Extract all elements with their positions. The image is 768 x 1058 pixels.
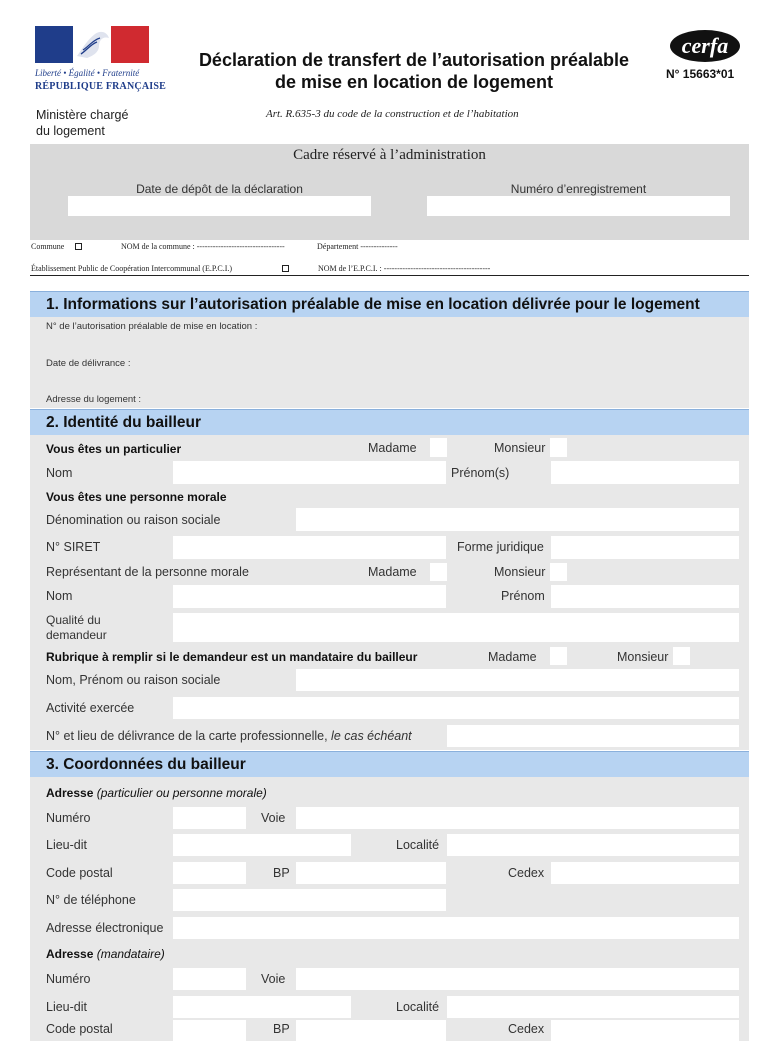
- agent-numero-input[interactable]: [173, 968, 246, 990]
- individual-monsieur-label: Monsieur: [494, 441, 546, 455]
- legal-form-label: Forme juridique: [457, 540, 544, 554]
- individual-nom-label: Nom: [46, 466, 73, 480]
- agent-voie-label: Voie: [261, 972, 286, 986]
- section2-title: 2. Identité du bailleur: [46, 414, 202, 431]
- voie-label: Voie: [261, 811, 286, 825]
- agent-numero-label: Numéro: [46, 972, 91, 986]
- ministry-line1: Ministère chargé: [36, 108, 129, 122]
- localite-input[interactable]: [447, 834, 739, 856]
- agent-name-input[interactable]: [296, 669, 739, 691]
- individual-prenoms-label: Prénom(s): [451, 466, 510, 480]
- representative-monsieur-checkbox[interactable]: [550, 563, 567, 581]
- representative-nom-input[interactable]: [173, 585, 446, 608]
- commune-name-label: NOM de la commune : ---------------------------------: [121, 242, 285, 251]
- cerfa-logo: cerfa: [670, 30, 740, 62]
- email-label: Adresse électronique: [46, 921, 164, 935]
- code-postal-label: Code postal: [46, 866, 113, 880]
- card-label-text: N° et lieu de délivrance de la carte professionnelle,: [46, 729, 328, 743]
- card-label-italic: le cas échéant: [331, 729, 412, 743]
- agent-address-heading: [46, 947, 165, 961]
- housing-address-label: Adresse du logement :: [46, 394, 142, 405]
- section3-header: [30, 751, 749, 777]
- agent-voie-input[interactable]: [296, 968, 739, 990]
- individual-nom-input[interactable]: [173, 461, 446, 484]
- agent-localite-input[interactable]: [447, 996, 739, 1018]
- representative-prenom-label: Prénom: [501, 589, 545, 603]
- denomination-input[interactable]: [296, 508, 739, 531]
- bp-input[interactable]: [296, 862, 446, 884]
- section3-title: 3. Coordonnées du bailleur: [46, 756, 246, 773]
- agent-heading: Rubrique à remplir si le demandeur est un mandataire du bailleur: [46, 650, 418, 664]
- individual-madame-checkbox[interactable]: [430, 438, 447, 457]
- lieu-dit-label: Lieu-dit: [46, 838, 87, 852]
- flag-red-band: [111, 26, 149, 63]
- form-title-line1: Déclaration de transfert de l’autorisation préalable: [198, 50, 630, 70]
- epci-checkbox[interactable]: [282, 265, 289, 272]
- admin-box: [30, 144, 749, 240]
- republic-logo: [35, 26, 166, 94]
- marianne-icon: [73, 26, 111, 63]
- departement-label: Département --------------: [317, 242, 398, 251]
- phone-input[interactable]: [173, 889, 446, 911]
- agent-address-heading-text: Adresse: [46, 947, 94, 961]
- agent-bp-input[interactable]: [296, 1020, 446, 1041]
- agent-code-postal-input[interactable]: [173, 1020, 246, 1041]
- admin-title: Cadre réservé à l’administration: [293, 147, 486, 163]
- section1-header: [30, 291, 749, 317]
- representative-prenom-input[interactable]: [551, 585, 739, 608]
- section2-body: [30, 435, 749, 750]
- numero-label: Numéro: [46, 811, 91, 825]
- registration-number-label: Numéro d’enregistrement: [510, 182, 647, 196]
- agent-monsieur-checkbox[interactable]: [673, 647, 690, 665]
- deposit-date-label: Date de dépôt de la déclaration: [136, 182, 303, 196]
- individual-madame-label: Madame: [368, 441, 417, 455]
- flag-blue-band: [35, 26, 73, 63]
- address-heading-italic: (particulier ou personne morale): [96, 786, 267, 800]
- commune-checkbox[interactable]: [75, 243, 82, 250]
- section1-body: [30, 317, 749, 408]
- agent-bp-label: BP: [273, 1022, 290, 1036]
- address-heading: [46, 786, 267, 800]
- card-label: [46, 729, 412, 743]
- bp-label: BP: [273, 866, 290, 880]
- representative-nom-label: Nom: [46, 589, 73, 603]
- ministry: [36, 107, 128, 139]
- activity-input[interactable]: [173, 697, 739, 719]
- numero-input[interactable]: [173, 807, 246, 829]
- agent-madame-checkbox[interactable]: [550, 647, 567, 665]
- agent-cedex-label: Cedex: [508, 1022, 545, 1036]
- header-divider: [30, 275, 749, 276]
- cedex-label: Cedex: [508, 866, 545, 880]
- email-input[interactable]: [173, 917, 739, 939]
- individual-prenoms-input[interactable]: [551, 461, 739, 484]
- section2-header: [30, 409, 749, 435]
- localite-label: Localité: [396, 838, 440, 852]
- address-heading-text: Adresse: [46, 786, 94, 800]
- code-postal-input[interactable]: [173, 862, 246, 884]
- siret-input[interactable]: [173, 536, 446, 559]
- legal-entity-heading: Vous êtes une personne morale: [46, 490, 227, 504]
- card-input[interactable]: [447, 725, 739, 747]
- logo-motto: Liberté • Égalité • Fraternité: [35, 68, 140, 78]
- denomination-label: Dénomination ou raison sociale: [46, 513, 221, 527]
- individual-monsieur-checkbox[interactable]: [550, 438, 567, 457]
- epci-label: Établissement Public de Coopération Intercommunal (E.P.C.I.): [31, 264, 233, 273]
- legal-form-input[interactable]: [551, 536, 739, 559]
- article-reference: Art. R.635-3 du code de la construction et de l’habitation: [266, 108, 519, 120]
- representative-monsieur-label: Monsieur: [494, 565, 546, 579]
- registration-number-field[interactable]: [427, 196, 730, 216]
- quality-label-line2: demandeur: [46, 628, 107, 642]
- lieu-dit-input[interactable]: [173, 834, 351, 856]
- quality-label: [46, 613, 107, 643]
- form-title-line2: de mise en location de logement: [274, 72, 554, 92]
- quality-input[interactable]: [173, 613, 739, 642]
- activity-label: Activité exercée: [46, 701, 135, 715]
- agent-name-label: Nom, Prénom ou raison sociale: [46, 673, 221, 687]
- section1-title: 1. Informations sur l’autorisation préalable de mise en location délivrée pour le logement: [46, 296, 700, 313]
- representative-madame-label: Madame: [368, 565, 417, 579]
- agent-lieu-dit-label: Lieu-dit: [46, 1000, 87, 1014]
- deposit-date-field[interactable]: [68, 196, 371, 216]
- agent-localite-label: Localité: [396, 1000, 440, 1014]
- agent-monsieur-label: Monsieur: [617, 650, 669, 664]
- representative-label: Représentant de la personne morale: [46, 565, 249, 579]
- phone-label: N° de téléphone: [46, 893, 136, 907]
- voie-input[interactable]: [296, 807, 739, 829]
- epci-name-label: NOM de l’E.P.C.I. : ----------------------------------------: [318, 264, 491, 273]
- commune-label: Commune: [31, 242, 65, 251]
- agent-madame-label: Madame: [488, 650, 537, 664]
- cerfa-number: N° 15663*01: [666, 67, 735, 81]
- agent-lieu-dit-input[interactable]: [173, 996, 351, 1018]
- individual-heading: Vous êtes un particulier: [46, 442, 182, 456]
- delivery-date-label: Date de délivrance :: [46, 358, 131, 369]
- agent-address-heading-italic: (mandataire): [96, 947, 165, 961]
- ministry-line2: du logement: [36, 124, 105, 138]
- authorization-number-label: N° de l’autorisation préalable de mise en location :: [46, 321, 258, 332]
- agent-code-postal-label: Code postal: [46, 1022, 113, 1036]
- form-title: [176, 49, 652, 93]
- quality-label-line1: Qualité du: [46, 613, 101, 627]
- representative-madame-checkbox[interactable]: [430, 563, 447, 581]
- logo-republic: RÉPUBLIQUE FRANÇAISE: [35, 81, 166, 92]
- siret-label: N° SIRET: [46, 540, 101, 554]
- agent-cedex-input[interactable]: [551, 1020, 739, 1041]
- section3-body: [30, 777, 749, 1041]
- cedex-input[interactable]: [551, 862, 739, 884]
